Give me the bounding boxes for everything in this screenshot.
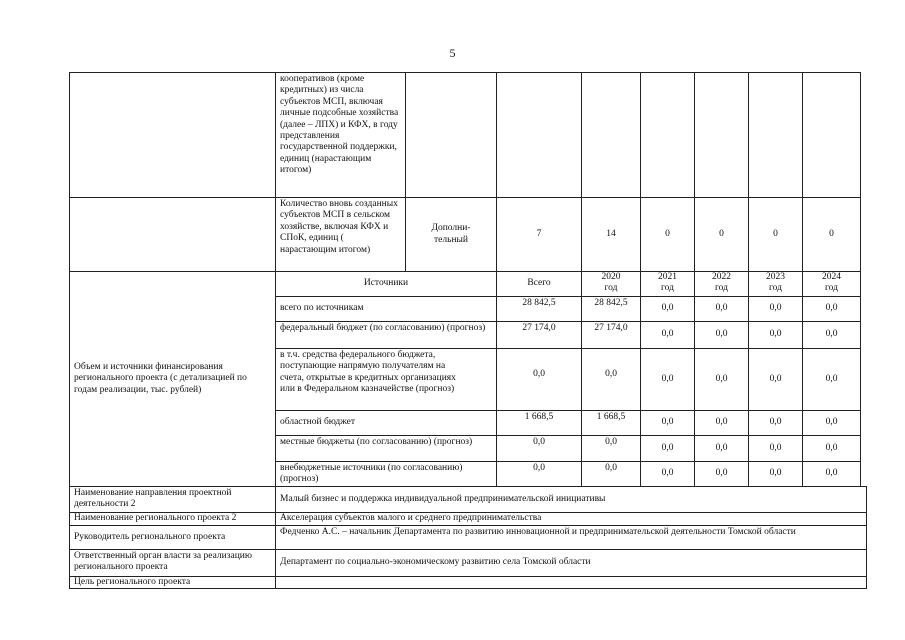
responsible-body-label: Ответственный орган власти за реализацию регионального проекта [69,549,276,577]
indicator-row1-2023 [748,72,803,198]
page-number: 5 [449,46,456,60]
indicator-row1-name: кооперативов (кроме кредитных) из числа субъектов МСП, включая личные подсобные хозяйства (далее – ЛПХ) и КФХ, в году представления государственной поддержки, единиц (нарастающим итогом) [275,72,406,198]
indicator-row2-2021: 0 [640,197,695,272]
finance-total-value: 1 668,5 [496,410,582,436]
indicator-row2-2024: 0 [802,197,861,272]
finance-2024-value: 0,0 [802,435,861,462]
finance-source-name: внебюджетные источники (по согласованию) (прогноз) [275,461,497,487]
project-leader-value: Федченко А.С. – начальник Департамента по развитию инновационной и предпринимательской деятельности Томской области [275,525,867,550]
finance-source-name: всего по источникам [275,296,497,322]
indicator-row2-base: 7 [496,197,582,272]
finance-header-sources: Источники [275,271,497,297]
finance-2024-value: 0,0 [802,461,861,487]
project-name-label: Наименование регионального проекта 2 [69,512,276,526]
project-goal-value [275,576,867,589]
finance-total-value: 0,0 [496,461,582,487]
finance-2023-value: 0,0 [748,321,803,349]
finance-2023-value: 0,0 [748,296,803,322]
finance-source-name: в т.ч. средства федерального бюджета, поступающие напрямую получателям на счета, открытые в кредитных организациях или в Федеральном казначействе (прогноз) [275,348,497,411]
finance-2021-value: 0,0 [640,348,695,411]
finance-2021-value: 0,0 [640,435,695,462]
finance-2021-value: 0,0 [640,461,695,487]
project-name-value: Акселерация субъектов малого и среднего предпринимательства [275,512,867,526]
finance-header-2023: 2023 год [748,271,803,297]
finance-2020-value: 0,0 [581,435,641,462]
indicator-row2-2022: 0 [694,197,749,272]
finance-2023-value: 0,0 [748,348,803,411]
finance-2020-value: 1 668,5 [581,410,641,436]
finance-2021-value: 0,0 [640,296,695,322]
finance-2023-value: 0,0 [748,461,803,487]
finance-2022-value: 0,0 [694,321,749,349]
indicator-row2-2020: 14 [581,197,641,272]
indicator-row1-2022 [694,72,749,198]
finance-2020-value: 28 842,5 [581,296,641,322]
finance-2021-value: 0,0 [640,410,695,436]
indicator-row2-name: Количество вновь созданных субъектов МСП в сельском хозяйстве, включая КФХ и СПоК, единиц ( нарастающим итогом) [275,197,406,272]
finance-2023-value: 0,0 [748,435,803,462]
finance-2023-value: 0,0 [748,410,803,436]
finance-2024-value: 0,0 [802,348,861,411]
finance-total-value: 0,0 [496,348,582,400]
finance-source-name: федеральный бюджет (по согласованию) (прогноз) [275,321,497,349]
finance-header-total: Всего [496,271,582,297]
project-direction-label: Наименование направления проектной деятельности 2 [69,486,276,513]
indicator-row1-2020 [581,72,641,198]
finance-2024-value: 0,0 [802,321,861,349]
finance-header-2021: 2021 год [640,271,695,297]
finance-2024-value: 0,0 [802,296,861,322]
indicator-row2-2023: 0 [748,197,803,272]
indicator-row1-left-cell [69,72,276,198]
finance-total-value: 0,0 [496,435,582,462]
finance-label: Объем и источники финансирования регионального проекта (с детализацией по годам реализации, тыс. рублей) [69,271,276,487]
finance-2022-value: 0,0 [694,461,749,487]
finance-2021-value: 0,0 [640,321,695,349]
indicator-row1-2021 [640,72,695,198]
finance-2022-value: 0,0 [694,435,749,462]
indicator-row1-base [496,72,582,198]
indicator-row1-type [405,72,497,198]
finance-source-name: местные бюджеты (по согласованию) (прогноз) [275,435,497,462]
indicator-row2-left-cell [69,197,276,272]
finance-header-2024: 2024 год [802,271,861,297]
finance-2022-value: 0,0 [694,296,749,322]
project-goal-label: Цель регионального проекта [69,576,276,589]
project-direction-value: Малый бизнес и поддержка индивидуальной предпринимательской инициативы [275,486,867,513]
finance-source-name: областной бюджет [275,410,497,436]
finance-2024-value: 0,0 [802,410,861,436]
finance-2020-value: 0,0 [581,461,641,487]
project-leader-label: Руководитель регионального проекта [69,525,276,550]
finance-2020-value: 0,0 [581,348,641,400]
finance-2022-value: 0,0 [694,348,749,411]
finance-total-value: 27 174,0 [496,321,582,349]
finance-2020-value: 27 174,0 [581,321,641,349]
finance-header-2022: 2022 год [694,271,749,297]
indicator-row2-type: Дополни-тельный [405,197,497,272]
finance-total-value: 28 842,5 [496,296,582,322]
finance-2022-value: 0,0 [694,410,749,436]
responsible-body-value: Департамент по социально-экономическому развитию села Томской области [275,549,867,577]
finance-header-2020: 2020 год [581,271,641,297]
indicator-row1-2024 [802,72,861,198]
